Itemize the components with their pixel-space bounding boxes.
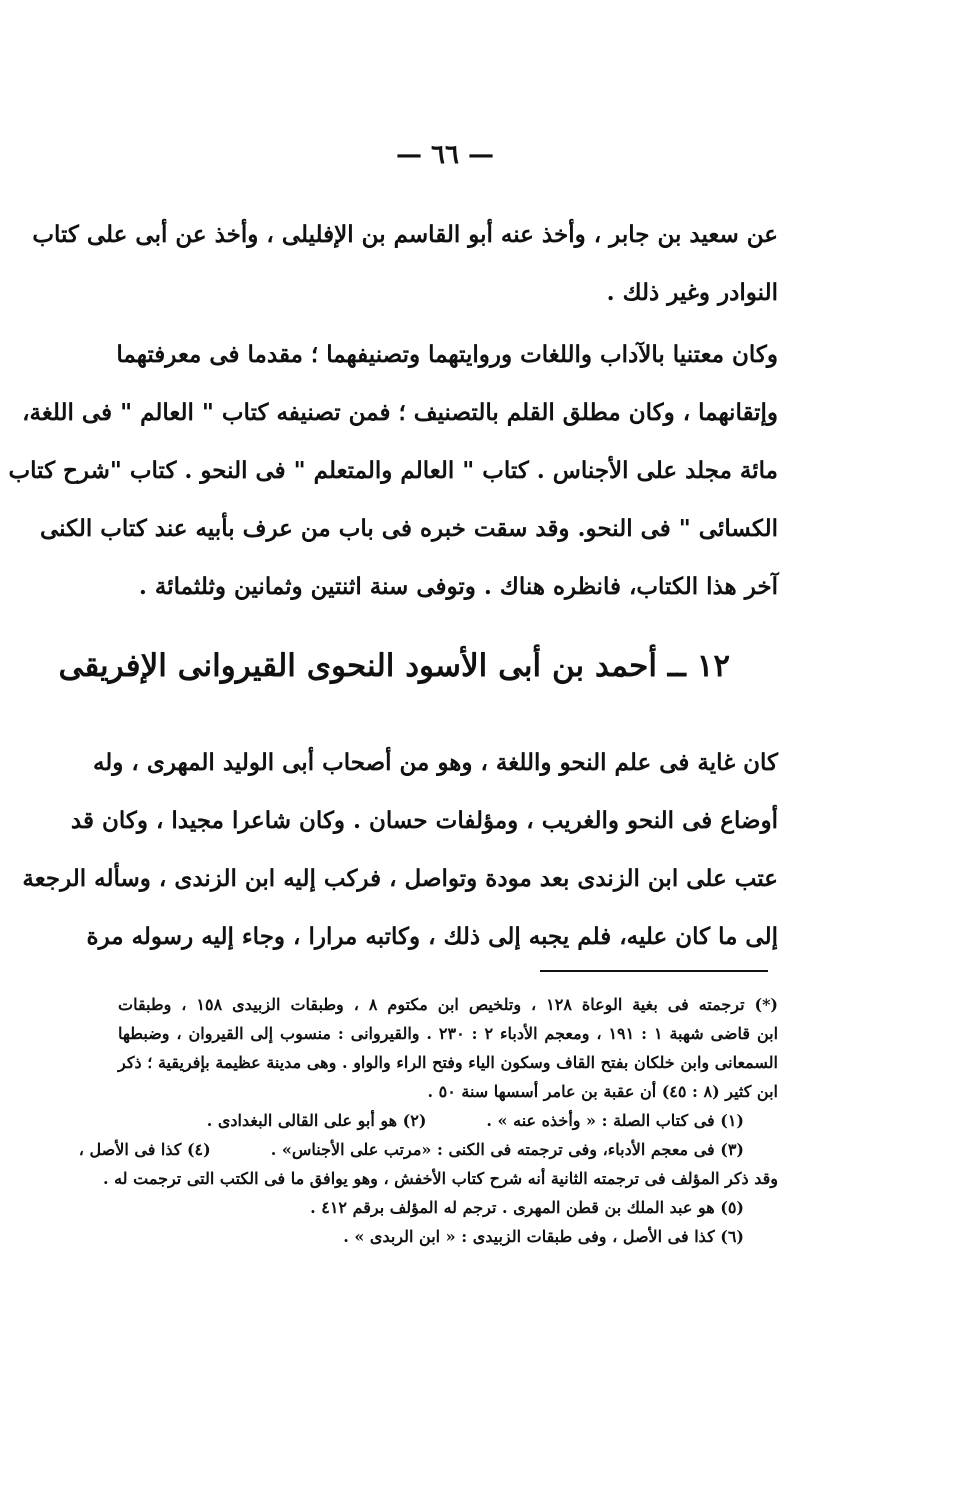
footnote-row — [78, 1135, 778, 1164]
text-line: آخر هذا الكتاب، فانظره هناك . وتوفى سنة اثنتين وثمانين وثلثمائة . — [138, 573, 778, 600]
footnotes — [78, 990, 779, 1251]
footnote-6: (٦) كذا فى الأصل ، وفى طبقات الزبيدى : « ابن الربدى » . — [343, 1227, 744, 1246]
text-line: أوضاع فى النحو والغريب ، ومؤلفات حسان . وكان شاعرا مجيدا ، وكان قد — [70, 807, 778, 834]
text-line: الكسائى " فى النحو. وقد سقت خبره فى باب من عرف بأبيه عند كتاب الكنى — [40, 515, 778, 542]
entry-heading: ١٢ ــ أحمد بن أبى الأسود النحوى القيروانى الإفريقى — [58, 648, 730, 684]
footnote-5: (٥) هو عبد الملك بن قطن المهرى . ترجم له المؤلف برقم ٤١٢ . — [310, 1198, 744, 1217]
text-line: وإتقانهما ، وكان مطلق القلم بالتصنيف ؛ فمن تصنيفه كتاب " العالم " فى اللغة، — [22, 399, 778, 426]
text-line: النوادر وغير ذلك . — [606, 279, 778, 306]
footnote-line: ابن كثير (٨ : ٤٥) أن عقبة بن عامر أسسها سنة ٥٠ . — [427, 1082, 778, 1101]
footnote-2: (٢) هو أبو على القالى البغدادى . — [206, 1111, 427, 1130]
text-line: إلى ما كان عليه، فلم يجبه إلى ذلك ، وكاتبه مرارا ، وجاء إليه رسوله مرة — [86, 923, 778, 950]
page-number: — ٦٦ — — [395, 140, 495, 170]
text-line: عتب على ابن الزندى بعد مودة وتواصل ، فركب إليه ابن الزندى ، وسأله الرجعة — [22, 865, 778, 892]
footnote-1: (١) فى كتاب الصلة : « وأخذه عنه » . — [486, 1111, 744, 1130]
footnote-3: (٣) فى معجم الأدباء، وفى ترجمته فى الكنى : «مرتب على الأجناس» . — [270, 1140, 744, 1159]
text-line: كان غاية فى علم النحو واللغة ، وهو من أصحاب أبى الوليد المهرى ، وله — [92, 749, 778, 776]
footnote-4: (٤) كذا فى الأصل ، — [78, 1140, 211, 1159]
footnote-line: ابن قاضى شهبة ١ : ١٩١ ، ومعجم الأدباء ٢ : ٢٣٠ . والقيروانى : منسوب إلى القيروان ، وضبطها — [118, 1024, 779, 1043]
footnote-row — [118, 1106, 778, 1135]
text-line: عن سعيد بن جابر ، وأخذ عنه أبو القاسم بن الإفليلى ، وأخذ عن أبى على كتاب — [32, 221, 778, 248]
footnote-line: وقد ذكر المؤلف فى ترجمته الثانية أنه شرح كتاب الأخفش ، وهو يوافق ما فى الكتب التى ترجمت له . — [102, 1169, 778, 1188]
footnote-divider — [540, 970, 768, 972]
paragraph-works — [8, 326, 778, 616]
text-line: مائة مجلد على الأجناس . كتاب " العالم والمتعلم " فى النحو . كتاب "شرح كتاب — [8, 457, 778, 484]
footnote-line: السمعانى وابن خلكان بفتح القاف وسكون الياء وفتح الراء والواو . وهى مدينة عظيمة بإفريقية ؛ ذكر — [118, 1053, 778, 1072]
paragraph-biography — [22, 734, 778, 966]
footnote-line: (*) ترجمته فى بغية الوعاة ١٢٨ ، وتلخيص ابن مكتوم ٨ ، وطبقات الزبيدى ١٥٨ ، وطبقات — [118, 995, 779, 1014]
paragraph-continuation — [32, 206, 778, 322]
text-line: وكان معتنيا بالآداب واللغات وروايتهما وتصنيفهما ؛ مقدما فى معرفتهما — [116, 341, 778, 368]
